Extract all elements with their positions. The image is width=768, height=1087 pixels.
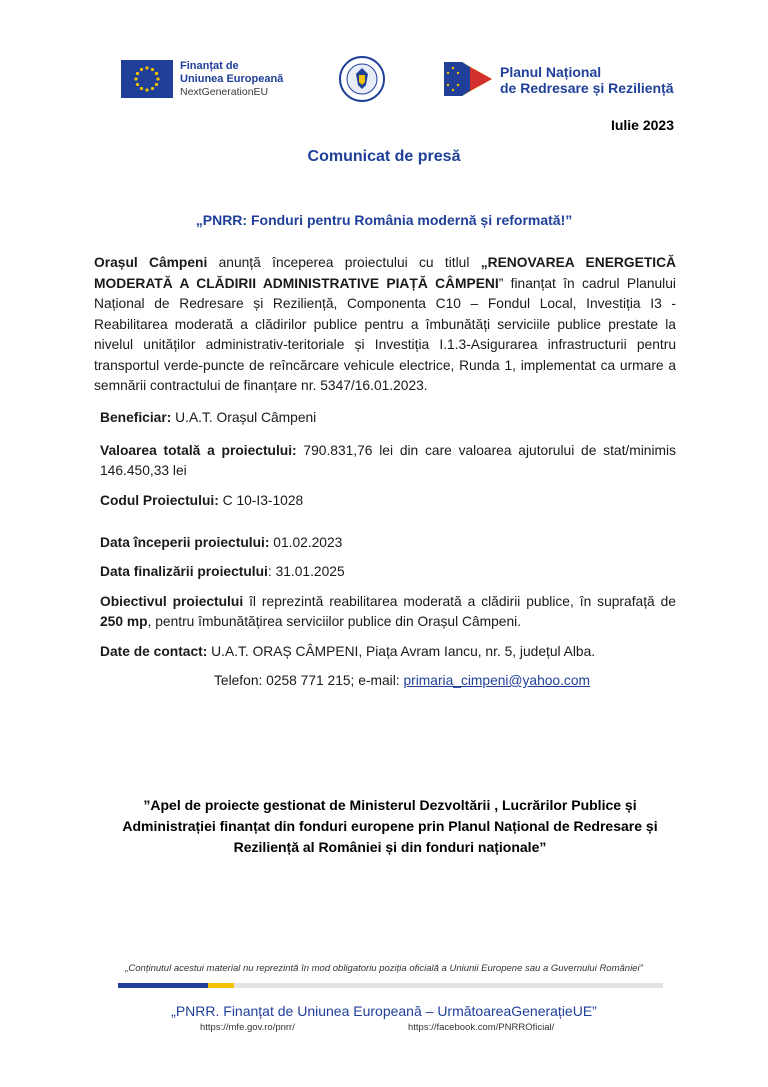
contact-field: Date de contact: U.A.T. ORAȘ CÂMPENI, Piața Avram Iancu, nr. 5, județul Alba. xyxy=(100,644,596,659)
footer-divider-accent-yellow xyxy=(208,983,234,988)
footer-url-mfe[interactable]: https://mfe.gov.ro/pnrr/ xyxy=(200,1022,295,1033)
pnrr-logo-icon xyxy=(444,62,492,96)
closing-statement: ”Apel de proiecte gestionat de Ministerul Dezvoltării , Lucrărilor Publice și Administrației finanțat din fonduri europene prin Planul Național de Redresare și Reziliență al României și din fonduri naționale” xyxy=(122,797,658,855)
organization-name: Orașul Câmpeni xyxy=(94,255,208,270)
footer-url-facebook[interactable]: https://facebook.com/PNRROficial/ xyxy=(408,1022,555,1033)
government-seal-icon xyxy=(338,55,386,103)
project-code-field: Codul Proiectului: C 10-I3-1028 xyxy=(100,493,304,508)
eu-flag-icon xyxy=(121,60,173,98)
total-value-field: Valoarea totală a proiectului: 790.831,76 lei din care valoarea ajutorului de stat/minimis 146.450,33 lei xyxy=(100,443,676,478)
intro-paragraph: Orașul Câmpeni anunță începerea proiectului cu titlul „RENOVAREA ENERGETICĂ MODERATĂ A CLĂDIRII ADMINISTRATIVE PIAȚĂ CÂMPENI” finanțat în cadrul Planului Național de Redresare și Reziliență, Componenta C10 – Fondul Local, Investiția I3 - Reabilitarea moderată a clădirilor publice pentru a îmbunătăți serviciile publice prestate la nivelul unităților administrativ-teritoriale și Investiția I.1.3-Asigurarea infrastructurii pentru transportul verde-puncte de reîncărcare vehicule electrice, Runda 1, implementat ca urmare a semnării contractului de finanțare nr. 5347/16.01.2023. xyxy=(94,255,677,393)
disclaimer: „Conținutul acestui material nu reprezintă în mod obligatoriu poziția oficială a Uniunii Europene sau a Guvernului României” xyxy=(125,963,643,974)
end-date-field: Data finalizării proiectului: 31.01.2025 xyxy=(100,564,345,579)
objective-field: Obiectivul proiectului îl reprezintă reabilitarea moderată a clădirii publice, în suprafață de 250 mp, pentru îmbunătățirea serviciilor publice din Orașul Câmpeni. xyxy=(100,594,676,629)
press-release-date: Iulie 2023 xyxy=(610,117,674,133)
page-subtitle: „PNRR: Fonduri pentru România modernă și reformată!” xyxy=(195,212,573,228)
beneficiary-field: Beneficiar: U.A.T. Orașul Câmpeni xyxy=(100,410,317,425)
footer-divider-accent xyxy=(118,983,208,988)
pnrr-label: Planul Național de Redresare și Reziliență xyxy=(500,64,674,96)
start-date-field: Data începerii proiectului: 01.02.2023 xyxy=(100,535,343,550)
page-title: Comunicat de presă xyxy=(307,148,461,165)
footer-title: „PNRR. Finanțat de Uniunea Europeană – UrmătoareaGenerațieUE” xyxy=(171,1003,597,1019)
eu-funding-label: Finanțat de Uniunea Europeană NextGenerationEU xyxy=(180,60,284,98)
project-title: „RENOVAREA ENERGETICĂ MODERATĂ A CLĂDIRII ADMINISTRATIVE PIAȚĂ CÂMPENI xyxy=(94,255,677,291)
email-link[interactable]: primaria_cimpeni@yahoo.com xyxy=(403,673,590,688)
contact-phone-email: Telefon: 0258 771 215; e-mail: primaria_cimpeni@yahoo.com xyxy=(214,673,590,688)
